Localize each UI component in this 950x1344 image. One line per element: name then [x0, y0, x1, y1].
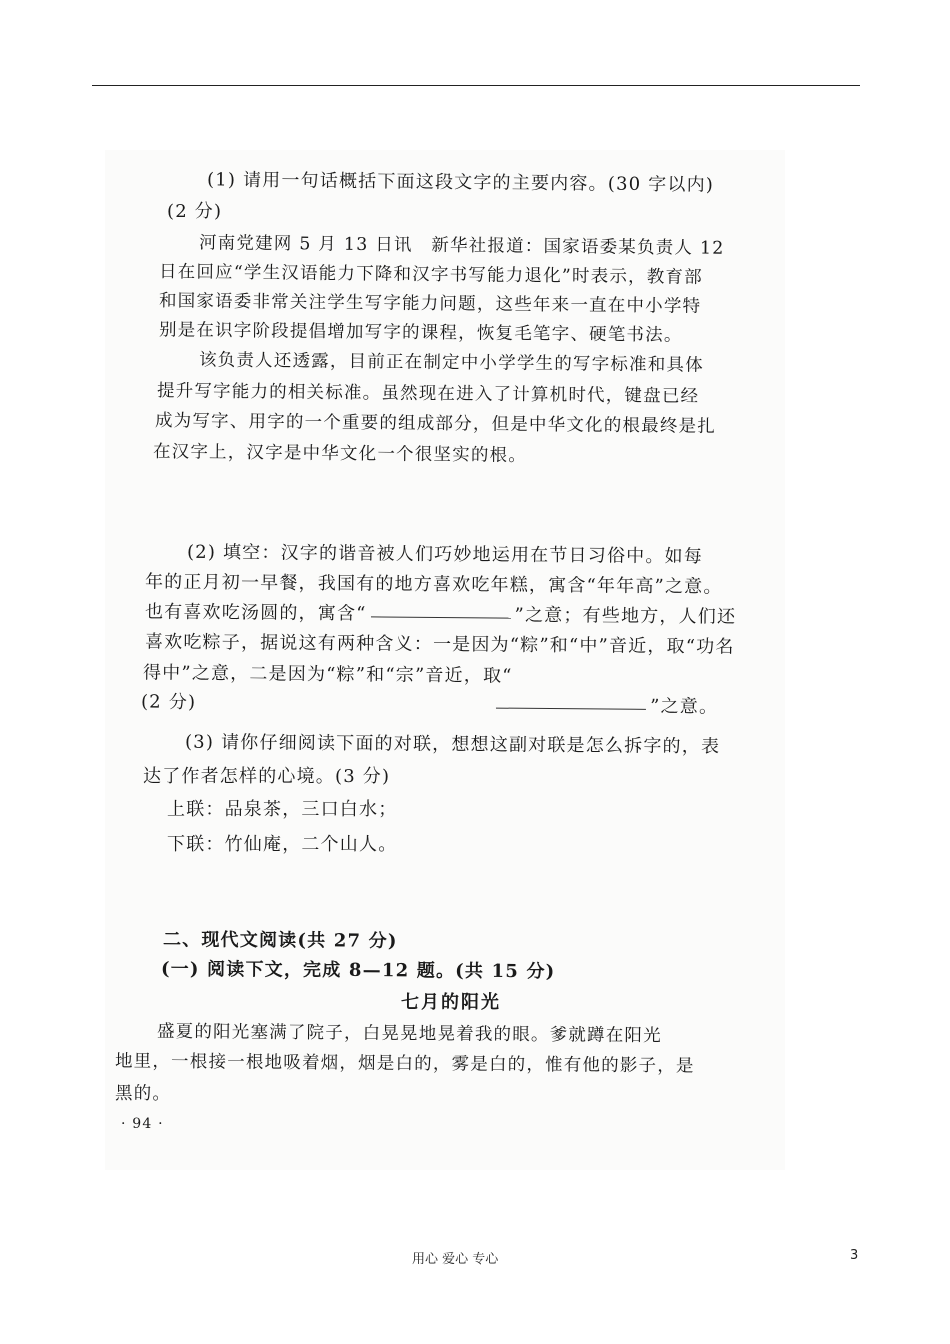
footer-motto: 用心 爱心 专心 — [412, 1252, 499, 1267]
q2-line: 喜欢吃粽子，据说这有两种含义：一是因为“粽”和“中”音近，取“功名 — [144, 631, 735, 658]
passage-line: 提升写字能力的相关标准。虽然现在进入了计算机时代，键盘已经 — [156, 381, 700, 407]
answer-blank-2[interactable] — [496, 707, 646, 710]
q2-text: 得中”之意，二是因为“粽”和“宗”音近，取“ — [142, 662, 513, 687]
q2-line — [145, 597, 736, 628]
couplet-upper: 上联：品泉茶，三口白水； — [167, 799, 398, 820]
passage-line: 该负责人还透露，目前正在制定中小学学生的写字标准和具体 — [198, 350, 704, 376]
scanned-page — [105, 150, 785, 1170]
header-rule — [92, 85, 860, 86]
q2-line — [143, 658, 513, 687]
q2-text: 也有喜欢吃汤圆的，寓含“ — [144, 601, 367, 625]
q3-line: 达了作者怎样的心境。(3 分) — [143, 766, 391, 787]
passage-line: 河南党建网 5 月 13 日讯 新华社报道：国家语委某负责人 12 — [198, 233, 725, 259]
article-line: 地里，一根接一根地吸着烟，烟是白的，雾是白的，惟有他的影子，是 — [114, 1051, 695, 1077]
answer-blank-1[interactable] — [371, 615, 511, 618]
section-heading: 二、现代文阅读(共 27 分) — [162, 929, 398, 952]
q2-line — [141, 687, 718, 718]
q1-prompt: (1) 请用一句话概括下面这段文字的主要内容。(30 字以内) — [206, 169, 715, 196]
q2-score: (2 分) — [140, 691, 197, 713]
couplet-lower: 下联：竹仙庵，二个山人。 — [167, 834, 398, 855]
q2-prompt: (2) 填空：汉字的谐音被人们巧妙地运用在节日习俗中。如每 — [186, 541, 704, 568]
passage-line: 别是在识字阶段提倡增加写字的课程，恢复毛笔字、硬笔书法。 — [158, 320, 683, 346]
q1-score: (2 分) — [167, 201, 223, 222]
q2-line: 年的正月初一早餐，我国有的地方喜欢吃年糕，寓含“年年高”之意。 — [144, 571, 723, 598]
passage-line: 在汉字上，汉字是中华文化一个很坚实的根。 — [152, 442, 528, 466]
article-line: 黑的。 — [115, 1084, 172, 1104]
article-title: 七月的阳光 — [401, 992, 501, 1013]
section-subheading: (一) 阅读下文，完成 8—12 题。(共 15 分) — [160, 958, 556, 983]
q3-prompt: (3) 请你仔细阅读下面的对联，想想这副对联是怎么拆字的，表 — [184, 731, 721, 758]
q2-text: ”之意。 — [650, 695, 719, 718]
passage-line: 成为写字、用字的一个重要的组成部分，但是中华文化的根最终是扎 — [154, 411, 717, 437]
footer-page-number: 3 — [850, 1248, 859, 1263]
article-line: 盛夏的阳光塞满了院子，白晃晃地晃着我的眼。爹就蹲在阳光 — [156, 1021, 662, 1047]
q2-text: ”之意；有些地方，人们还 — [514, 604, 737, 628]
passage-line: 和国家语委非常关注学生写字能力问题，这些年来一直在中小学特 — [158, 291, 702, 317]
passage-line: 日在回应“学生汉语能力下降和汉字书写能力退化”时表示，教育部 — [158, 262, 703, 288]
book-page-number: · 94 · — [121, 1116, 164, 1132]
